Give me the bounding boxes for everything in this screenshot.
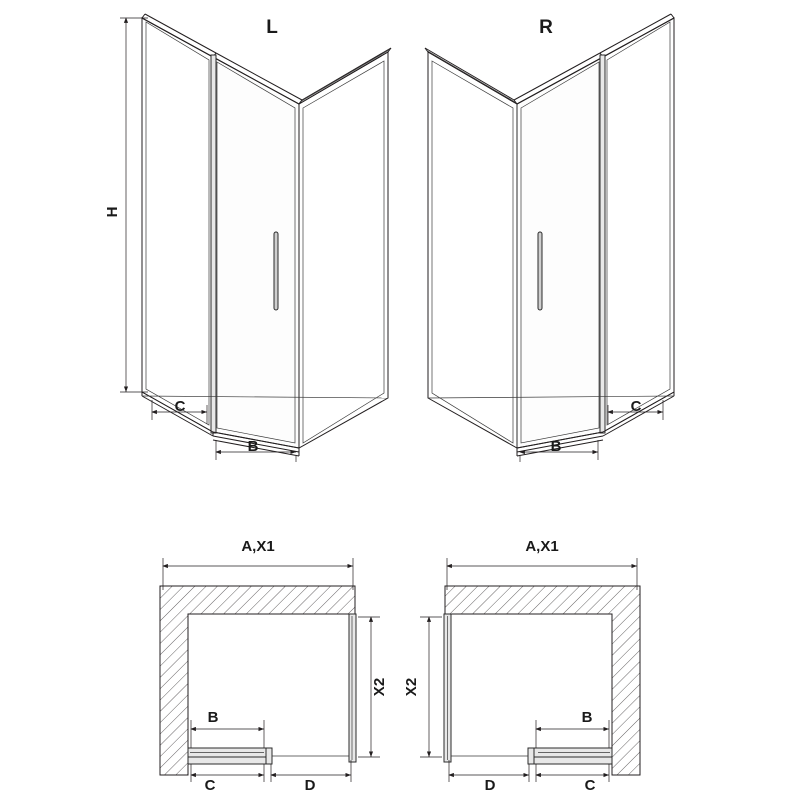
title-left-version: L <box>266 17 278 38</box>
plan-side-panel <box>349 614 356 762</box>
label-C-right-plan: C <box>584 777 596 794</box>
label-X2-left-plan: X2 <box>371 677 388 697</box>
label-height-left: H <box>104 206 121 218</box>
label-B-left-elevation: B <box>247 438 259 455</box>
left-plan-group <box>160 538 388 794</box>
right-elevation-group <box>425 14 674 462</box>
title-right-version: R <box>539 17 553 38</box>
door-handle <box>274 232 278 310</box>
label-A-X1-left-plan: A,X1 <box>241 538 275 555</box>
label-B-right-elevation: B <box>550 438 562 455</box>
label-C-right-elevation: C <box>630 398 642 415</box>
label-A-X1-right-plan: A,X1 <box>525 538 559 555</box>
door-handle <box>538 232 542 310</box>
label-B-left-plan: B <box>207 709 219 726</box>
label-D-right-plan: D <box>484 777 496 794</box>
label-C-left-elevation: C <box>174 398 186 415</box>
label-X2-right-plan: X2 <box>403 677 420 697</box>
left-elevation-group <box>104 14 391 462</box>
right-plan-group <box>403 538 640 794</box>
label-B-right-plan: B <box>581 709 593 726</box>
label-D-left-plan: D <box>304 777 316 794</box>
label-C-left-plan: C <box>204 777 216 794</box>
